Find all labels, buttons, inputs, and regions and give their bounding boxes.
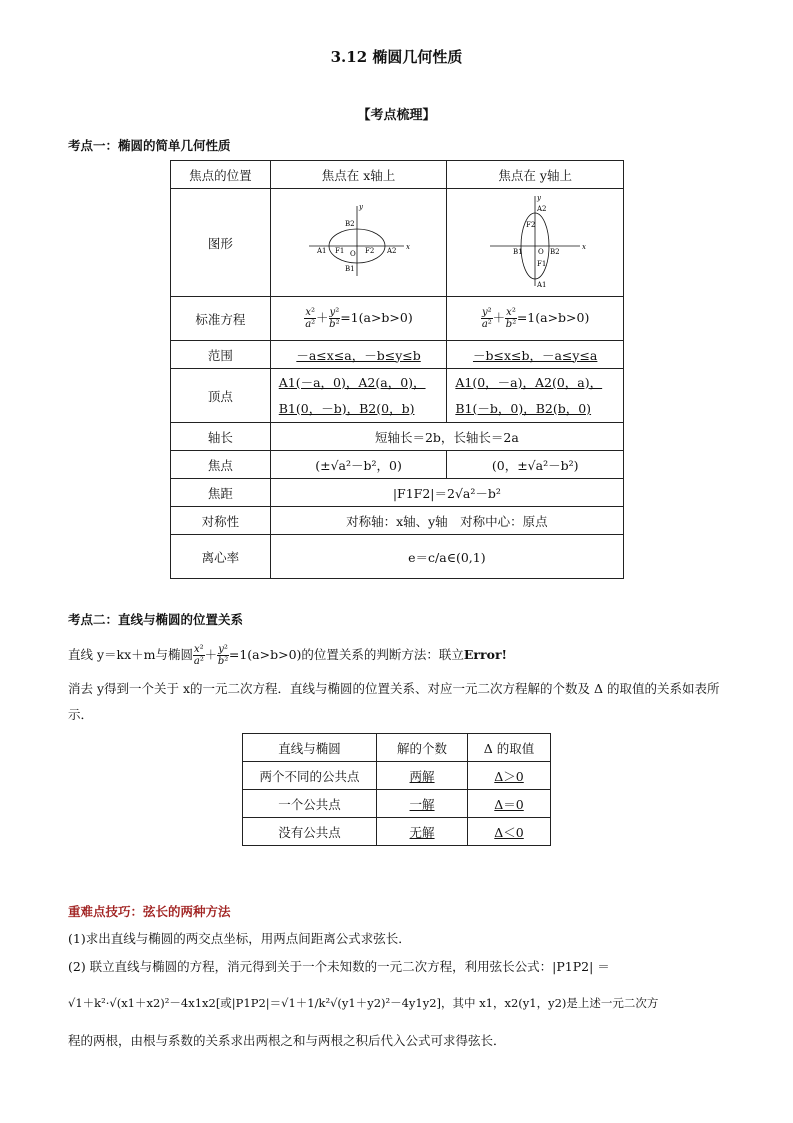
- t2-cell: 一解: [377, 790, 468, 818]
- t2-cell: 无解: [377, 818, 468, 846]
- svg-text:F2: F2: [526, 221, 536, 229]
- svg-text:F2: F2: [364, 247, 374, 255]
- svg-text:y: y: [358, 203, 363, 211]
- tip-line-2: (2) 联立直线与椭圆的方程，消元得到关于一个未知数的一元二次方程，利用弦长公式：|P1P2| ＝: [68, 959, 610, 974]
- y-ellipse-diagram: [480, 191, 590, 291]
- row-label-equation: 标准方程: [171, 297, 271, 341]
- row-label-range: 范围: [171, 341, 271, 369]
- row-label-focus: 焦点: [171, 451, 271, 479]
- t2-header-delta: Δ 的取值: [468, 734, 551, 762]
- range-y: －b≤x≤b，－a≤y≤a: [447, 341, 624, 369]
- svg-text:B1: B1: [513, 248, 523, 256]
- figure-x-ellipse: [270, 189, 447, 297]
- equation-y: $\frac{\text{y²}}{\text{a²}}$ ＋ $\frac{\text{x²}}{\text{b²}}$ =1(a>b>0): [447, 297, 624, 341]
- x-ellipse-diagram: [304, 201, 414, 281]
- svg-text:B2: B2: [550, 248, 560, 256]
- t2-cell: 没有公共点: [243, 818, 377, 846]
- t2-header-relation: 直线与椭圆: [243, 734, 377, 762]
- svg-text:B1: B1: [344, 265, 355, 273]
- t2-cell: 两个不同的公共点: [243, 762, 377, 790]
- row-label-focal-distance: 焦距: [171, 479, 271, 507]
- paragraph-discriminant: 消去 y得到一个关于 x的一元二次方程．直线与椭圆的位置关系、对应一元二次方程解的个数及 Δ 的取值的关系如表所示．: [68, 681, 720, 722]
- svg-text:O: O: [538, 248, 544, 256]
- header-y-axis: 焦点在 y轴上: [447, 161, 624, 189]
- paragraph-line-intersection: 直线 y＝kx＋m与椭圆 $\frac{\text{x²}}{\text{a²}}$ ＋ $\frac{\text{y²}}{\text{b²}}$ =1(a>b>0)的位置关系的判断方法：联立Error!: [68, 644, 508, 667]
- row-label-figure: 图形: [171, 189, 271, 297]
- kp2-heading: 考点二：直线与椭圆的位置关系: [68, 612, 244, 627]
- header-position: 焦点的位置: [171, 161, 271, 189]
- svg-text:A1: A1: [316, 247, 327, 255]
- equation-x: $\frac{\text{x²}}{\text{a²}}$ ＋ $\frac{\text{y²}}{\text{b²}}$ =1(a>b>0): [270, 297, 447, 341]
- t2-header-solutions: 解的个数: [377, 734, 468, 762]
- focus-y: (0，±√a²－b²): [447, 451, 624, 479]
- page-title: 3.12 椭圆几何性质: [330, 48, 463, 66]
- tip-line-4: 程的两根，由根与系数的关系求出两根之和与两根之积后代入公式可求得弦长．: [68, 1033, 506, 1048]
- svg-text:A1: A1: [537, 281, 547, 289]
- t2-cell: 一个公共点: [243, 790, 377, 818]
- tip-line-3: √1＋k²·√(x1＋x2)²－4x1x2[或|P1P2|＝√1＋1/k²√(y1＋y2)²－4y1y2]，其中 x1，x2(y1，y2)是上述一元二次方: [68, 996, 659, 1010]
- svg-text:A2: A2: [537, 205, 547, 213]
- svg-text:x: x: [405, 243, 410, 251]
- ellipse-property-table: [170, 160, 624, 579]
- svg-text:A2: A2: [386, 247, 397, 255]
- focal-distance-value: |F1F2|＝2√a²－b²: [270, 479, 623, 507]
- figure-y-ellipse: [447, 189, 624, 297]
- t2-cell: Δ＝0: [468, 790, 551, 818]
- svg-text:O: O: [349, 250, 356, 258]
- range-x: －a≤x≤a，－b≤y≤b: [270, 341, 447, 369]
- t2-cell: Δ＜0: [468, 818, 551, 846]
- row-label-axis-length: 轴长: [171, 423, 271, 451]
- line-ellipse-table: [242, 733, 551, 846]
- symmetry-value: 对称轴：x轴、y轴 对称中心：原点: [270, 507, 623, 535]
- svg-text:B2: B2: [344, 220, 355, 228]
- tip-line-1: (1)求出直线与椭圆的两交点坐标，用两点间距离公式求弦长．: [68, 931, 411, 946]
- row-label-symmetry: 对称性: [171, 507, 271, 535]
- row-label-vertex: 顶点: [171, 369, 271, 423]
- svg-text:x: x: [582, 243, 587, 251]
- focus-x: (±√a²－b²，0): [270, 451, 447, 479]
- section-header: 【考点梳理】: [357, 108, 436, 123]
- vertex-x: A1(－a，0)，A2(a，0)， B1(0，－b)，B2(0，b): [270, 369, 447, 423]
- t2-cell: Δ＞0: [468, 762, 551, 790]
- t2-cell: 两解: [377, 762, 468, 790]
- svg-text:y: y: [537, 194, 542, 202]
- vertex-y: A1(0，－a)，A2(0，a)， B1(－b，0)，B2(b，0): [447, 369, 624, 423]
- svg-text:F1: F1: [334, 247, 344, 255]
- kp1-heading: 考点一：椭圆的简单几何性质: [68, 138, 231, 153]
- tip-heading: 重难点技巧：弦长的两种方法: [68, 904, 231, 919]
- header-x-axis: 焦点在 x轴上: [270, 161, 447, 189]
- eccentricity-value: e＝c/a∈(0,1): [270, 535, 623, 579]
- row-label-eccentricity: 离心率: [171, 535, 271, 579]
- axis-length-value: 短轴长＝2b，长轴长＝2a: [270, 423, 623, 451]
- svg-text:F1: F1: [537, 260, 547, 268]
